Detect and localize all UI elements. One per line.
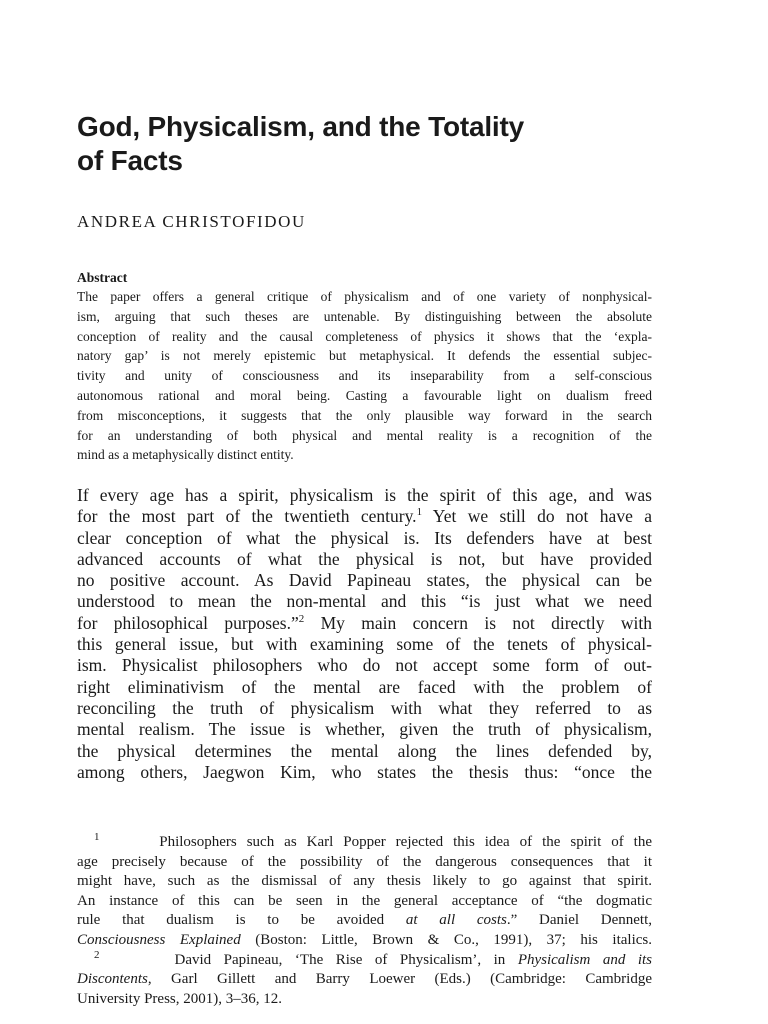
body-line: clear conception of what the physical is. Its defenders have at best bbox=[77, 527, 652, 548]
footnote-text: David Papineau, ‘The Rise of Physicalism’, in bbox=[174, 951, 518, 968]
body-line: no positive account. As David Papineau states, the physical can be bbox=[77, 570, 652, 591]
author-name: ANDREA CHRISTOFIDOU bbox=[77, 212, 306, 231]
footnote-1-line: An instance of this can be seen in the general acceptance of “the dogmatic bbox=[77, 892, 652, 909]
abstract-heading: Abstract bbox=[77, 270, 128, 285]
article-title bbox=[77, 110, 652, 178]
body-line bbox=[77, 506, 652, 527]
body-text-span: for the most part of the twentieth century. bbox=[77, 506, 417, 527]
abstract-line: from misconceptions, it suggests that the only plausible way forward in the search bbox=[77, 407, 652, 423]
body-line: the physical determines the mental along the lines defended by, bbox=[77, 740, 652, 761]
footnote-book-title: Physicalism and its bbox=[517, 951, 652, 968]
footnote-2-line bbox=[77, 970, 652, 990]
footnote-1-line bbox=[77, 911, 652, 931]
footnote-ref-1[interactable]: 1 bbox=[416, 506, 423, 519]
body-line: mental realism. The issue is whether, given the truth of physicalism, bbox=[77, 719, 652, 740]
footnote-text: .” Daniel Dennett, bbox=[506, 912, 652, 929]
footnote-2-line: University Press, 2001), 3–36, 12. bbox=[77, 990, 282, 1007]
abstract-line: conception of reality and the causal completeness of physics it shows that the ‘expla- bbox=[77, 328, 652, 344]
footnote-book-title: Discontents bbox=[77, 971, 148, 988]
footnote-text: (Boston: Little, Brown & Co., 1991), 37; his italics. bbox=[240, 931, 652, 948]
footnotes bbox=[77, 833, 652, 1009]
body-line: this general issue, but with examining some of the tenets of physical- bbox=[77, 634, 652, 655]
abstract-line: autonomous rational and moral being. Casting a favourable light on dualism freed bbox=[77, 387, 652, 403]
footnote-emphasis: at all costs bbox=[405, 912, 507, 929]
title-line: God, Physicalism, and the Totality bbox=[77, 111, 524, 142]
footnote-ref-2[interactable]: 2 bbox=[298, 612, 305, 625]
footnote-text: Philosophers such as Karl Popper rejected this idea of the spirit of the bbox=[159, 834, 652, 850]
body-line: If every age has a spirit, physicalism is the spirit of this age, and was bbox=[77, 485, 652, 505]
abstract-line: ism, arguing that such theses are untenable. By distinguishing between the absolute bbox=[77, 308, 652, 324]
footnote-book-title: Consciousness Explained bbox=[77, 931, 241, 948]
body-line: among others, Jaegwon Kim, who states the thesis thus: “once the bbox=[77, 761, 652, 782]
title-line: of Facts bbox=[77, 145, 183, 176]
body-text bbox=[77, 485, 652, 783]
body-line: understood to mean the non-mental and this “is just what we need bbox=[77, 591, 652, 612]
footnote-2-line: 2 David Papineau, ‘The Rise of Physicalism’, in Physicalism and its bbox=[94, 948, 652, 968]
body-text-span: Yet we still do not have a bbox=[422, 506, 652, 527]
footnote-1-line: might have, such as the dismissal of any thesis likely to go against that spirit. bbox=[77, 873, 652, 890]
body-line: right eliminativism of the mental are faced with the problem of bbox=[77, 676, 652, 697]
body-line: advanced accounts of what the physical is not, but have provided bbox=[77, 548, 652, 569]
footnote-1-line: age precisely because of the possibility of the dangerous consequences that it bbox=[77, 853, 652, 870]
abstract-body bbox=[77, 287, 652, 465]
body-text-span: for philosophical purposes.” bbox=[77, 612, 299, 633]
abstract-line: mind as a metaphysically distinct entity. bbox=[77, 447, 294, 463]
body-text-span: My main concern is not directly with bbox=[304, 612, 652, 633]
abstract-line: tivity and unity of consciousness and its inseparability from a self-conscious bbox=[77, 368, 652, 384]
body-line bbox=[77, 613, 652, 634]
body-line: ism. Physicalist philosophers who do not accept some form of out- bbox=[77, 655, 652, 676]
abstract-line: for an understanding of both physical and mental reality is a recognition of the bbox=[77, 427, 652, 443]
abstract-line: The paper offers a general critique of physicalism and of one variety of nonphysical- bbox=[77, 289, 652, 304]
abstract-line: natory gap’ is not merely epistemic but metaphysical. It defends the essential subjec- bbox=[77, 348, 652, 364]
body-line: reconciling the truth of physicalism with what they referred to as bbox=[77, 697, 652, 718]
footnote-1-line bbox=[77, 931, 652, 951]
footnote-text: , Garl Gillett and Barry Loewer (Eds.) (Cambridge: Cambridge bbox=[147, 971, 652, 988]
footnote-1-line: 1 Philosophers such as Karl Popper rejected this idea of the spirit of the bbox=[94, 831, 652, 850]
abstract-section bbox=[77, 268, 652, 465]
footnote-text: rule that dualism is to be avoided bbox=[77, 912, 406, 929]
